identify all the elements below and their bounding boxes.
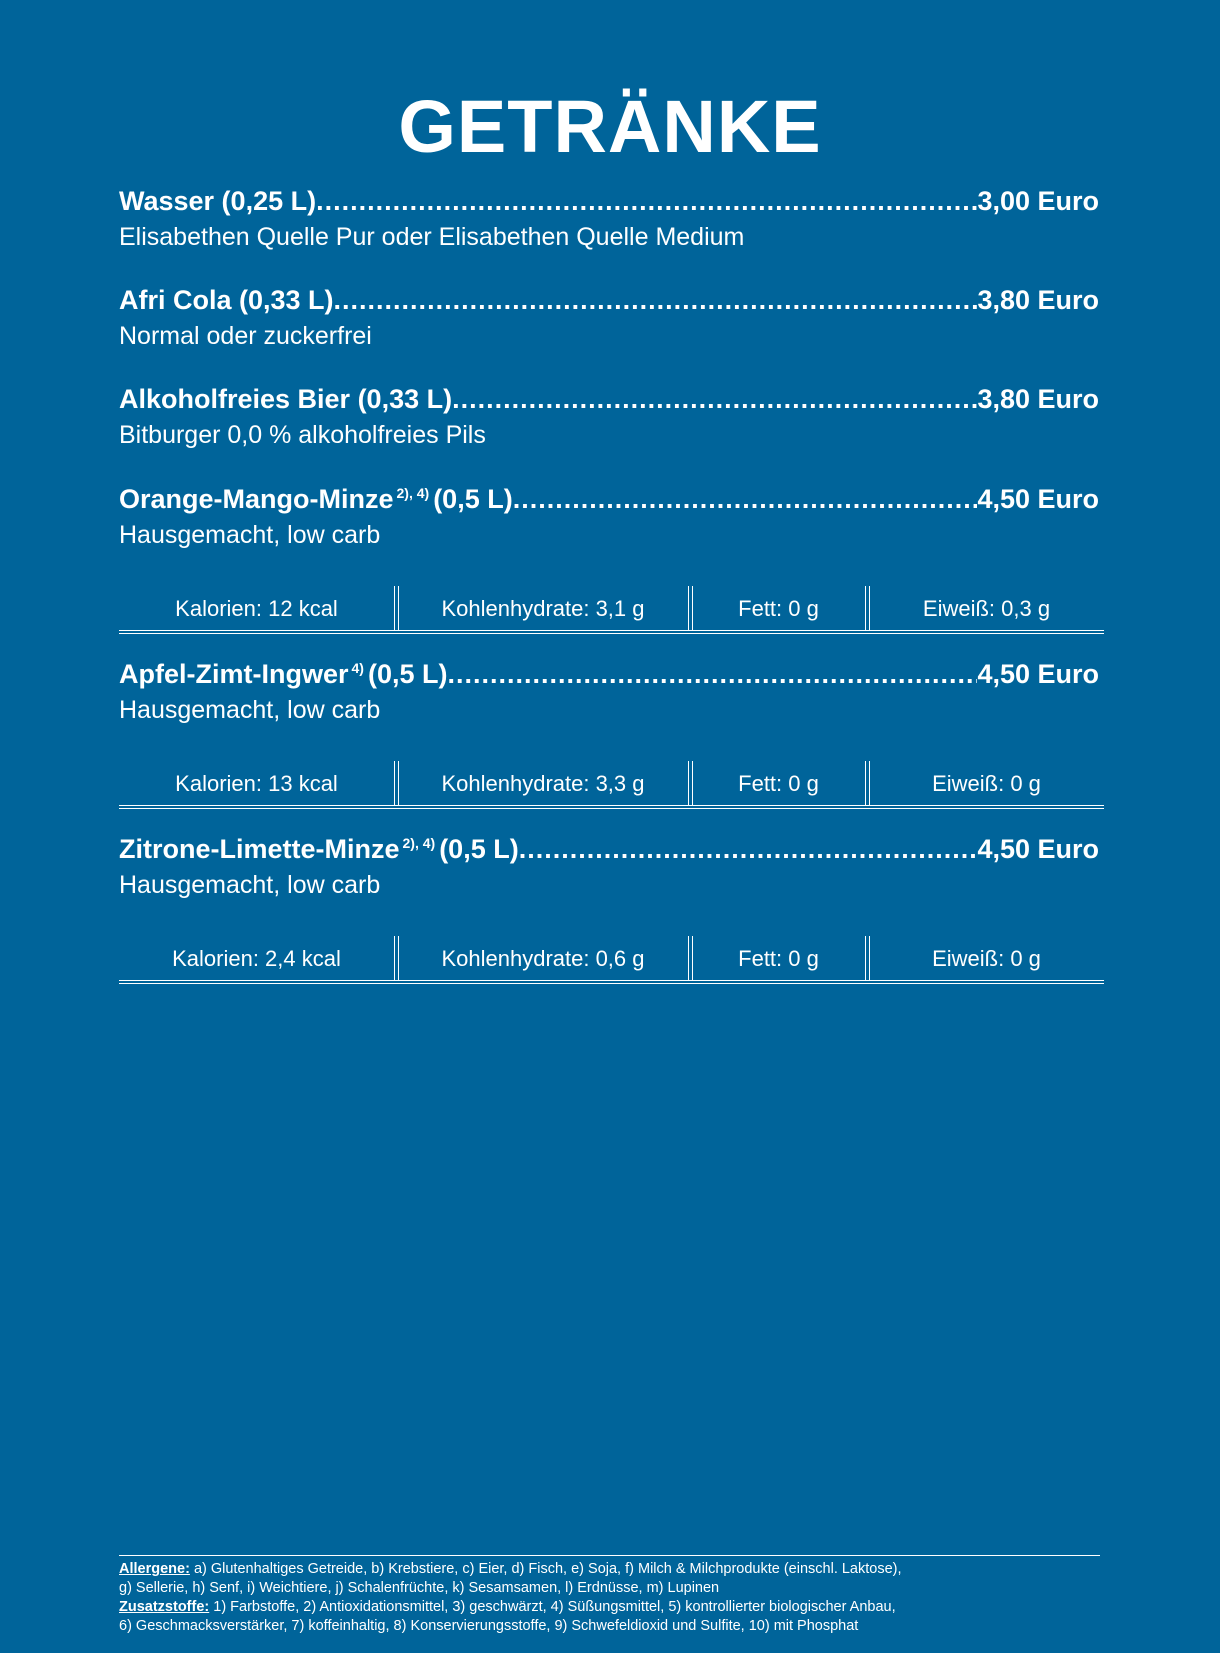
- table-rule: [119, 980, 1104, 981]
- table-rule: [119, 805, 1104, 806]
- item-name: [119, 484, 513, 515]
- menu-item-wasser: [119, 186, 1099, 252]
- menu-item-zitrone-limette-minze: [119, 834, 1099, 900]
- allergene-label: Allergene:: [119, 1561, 190, 1577]
- additive-marker: 4): [351, 660, 364, 676]
- item-description: Hausgemacht, low carb: [119, 521, 381, 549]
- additive-marker: 2), 4): [402, 835, 436, 851]
- item-name-text: Zitrone-Limette-Minze: [119, 834, 400, 864]
- item-description: Bitburger 0,0 % alkoholfreies Pils: [119, 421, 486, 449]
- item-description: Hausgemacht, low carb: [119, 696, 381, 724]
- nutrition-eiweiss: Eiweiß: 0 g: [932, 946, 1041, 971]
- footer-notes: [119, 1560, 1109, 1636]
- nutrition-fett: Fett: 0 g: [738, 596, 819, 621]
- table-rule: [119, 983, 1104, 984]
- table-rule: [119, 808, 1104, 809]
- nutrition-eiweiss: Eiweiß: 0,3 g: [922, 596, 1051, 621]
- nutrition-fett: Fett: 0 g: [738, 946, 819, 971]
- dot-leader: [452, 384, 977, 415]
- dot-leader: [447, 659, 977, 690]
- item-description: Hausgemacht, low carb: [119, 871, 381, 899]
- dot-leader: [334, 285, 978, 316]
- allergene-text: a) Glutenhaltiges Getreide, b) Krebstiere, c) Eier, d) Fisch, e) Soja, f) Milch & Milchprodukte (einschl. Laktose),: [189, 1561, 902, 1577]
- item-price: 3,00 Euro: [977, 186, 1099, 216]
- zusatzstoffe-label: Zusatzstoffe:: [119, 1599, 210, 1615]
- nutrition-kohlenhydrate: Kohlenhydrate: 3,1 g: [441, 596, 645, 621]
- zusatz-text: 1) Farbstoffe, 2) Antioxidationsmittel, 3) geschwärzt, 4) Süßungsmittel, 5) kontrollierter biologischer Anbau,: [209, 1599, 896, 1615]
- nutrition-kohlenhydrate: Kohlenhydrate: 0,6 g: [441, 946, 645, 971]
- item-price: 3,80 Euro: [977, 285, 1099, 315]
- nutrition-kohlenhydrate: Kohlenhydrate: 3,3 g: [441, 771, 645, 796]
- zusatz-line-2: 6) Geschmacksverstärker, 7) koffeinhaltig, 8) Konservierungsstoffe, 9) Schwefeldioxid und Sulfite, 10) mit Phosphat: [119, 1618, 859, 1634]
- allergene-line-2: g) Sellerie, h) Senf, i) Weichtiere, j) Schalenfrüchte, k) Sesamsamen, l) Erdnüsse, m) Lupinen: [119, 1580, 720, 1596]
- item-price: 3,80 Euro: [977, 384, 1099, 414]
- item-price: 4,50 Euro: [977, 659, 1099, 689]
- nutrition-eiweiss: Eiweiß: 0 g: [932, 771, 1041, 796]
- dot-leader: [513, 484, 978, 515]
- allergene-line-1: [119, 1560, 1109, 1579]
- footer-rule: [119, 1555, 1100, 1556]
- menu-item-apfel-zimt-ingwer: [119, 659, 1099, 725]
- item-name: [119, 659, 447, 690]
- nutrition-fett: Fett: 0 g: [738, 771, 819, 796]
- nutrition-table-orange: [119, 586, 1104, 634]
- item-price: 4,50 Euro: [977, 834, 1099, 864]
- item-volume: (0,5 L): [433, 484, 513, 514]
- item-price: 4,50 Euro: [977, 484, 1099, 514]
- nutrition-table-zitrone: [119, 936, 1104, 984]
- page-title: GETRÄNKE: [398, 85, 822, 168]
- item-description: Elisabethen Quelle Pur oder Elisabethen Quelle Medium: [119, 223, 745, 251]
- dot-leader: [316, 186, 977, 217]
- item-name: Afri Cola (0,33 L): [119, 285, 334, 315]
- table-rule: [119, 633, 1104, 634]
- additive-marker: 2), 4): [396, 485, 430, 501]
- item-description: Normal oder zuckerfrei: [119, 322, 372, 350]
- table-rule: [119, 630, 1104, 631]
- nutrition-table-apfel: [119, 761, 1104, 809]
- menu-item-alkoholfreies-bier: [119, 384, 1099, 450]
- item-name: Alkoholfreies Bier (0,33 L): [119, 384, 453, 414]
- menu-item-orange-mango-minze: [119, 484, 1099, 550]
- dot-leader: [519, 834, 978, 865]
- item-volume: (0,5 L): [367, 659, 448, 689]
- nutrition-kalorien: Kalorien: 12 kcal: [175, 596, 338, 621]
- menu-item-afri-cola: [119, 285, 1099, 351]
- nutrition-kalorien: Kalorien: 2,4 kcal: [172, 946, 341, 971]
- item-volume: (0,5 L): [439, 834, 519, 864]
- nutrition-kalorien: Kalorien: 13 kcal: [175, 771, 338, 796]
- item-name: Wasser (0,25 L): [119, 186, 317, 216]
- item-name: [119, 834, 519, 865]
- zusatz-line-1: [119, 1598, 1109, 1617]
- item-name-text: Apfel-Zimt-Ingwer: [119, 659, 349, 689]
- item-name-text: Orange-Mango-Minze: [119, 484, 394, 514]
